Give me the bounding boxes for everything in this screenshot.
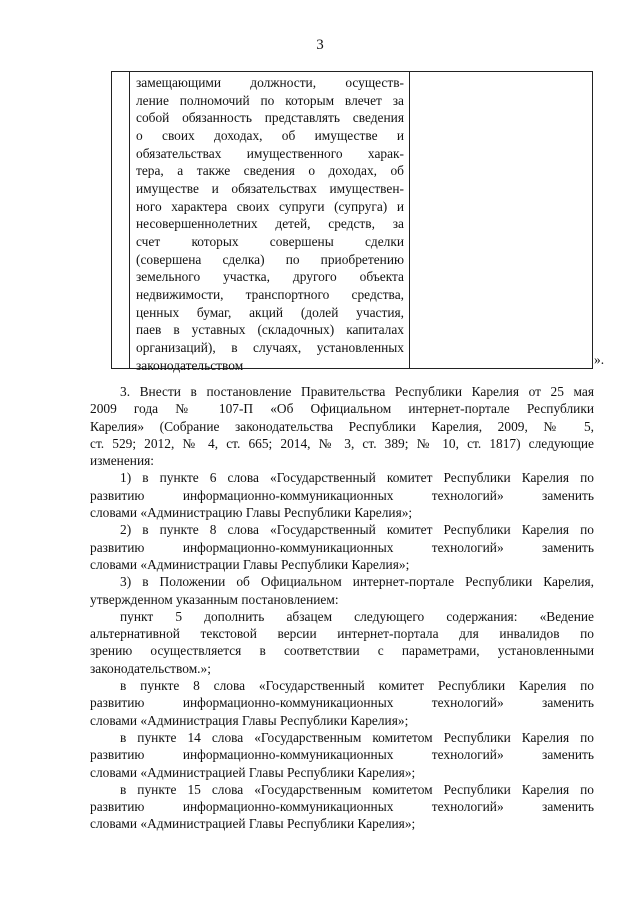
body-text (90, 383, 594, 833)
paragraph-line: в пункте 14 слова «Государственным комитетом Республики Карелия по (120, 729, 594, 745)
table-cell-line: ного характера своих супруги (супруга) и (136, 198, 404, 214)
paragraph-line: 2) в пункте 8 слова «Государственный комитет Республики Карелия по (120, 522, 594, 538)
paragraph-line: 2009 года № 107-П «Об Официальном интернет-портале Республики (90, 401, 594, 417)
table-cell-line: паев в уставных (складочных) капиталах (136, 322, 404, 338)
table-cell-line: о своих доходах, об имуществе и (136, 127, 404, 143)
table-cell-line: земельного участка, другого объекта (136, 269, 404, 285)
paragraph-line: развитию информационно-коммуникационных технологий» заменить (90, 695, 594, 711)
paragraph-line: словами «Администрацией Главы Республики Карелия»; (90, 816, 416, 832)
paragraph-line: изменения: (90, 453, 155, 469)
paragraph-line: пункт 5 дополнить абзацем следующего содержания: «Ведение (120, 608, 594, 624)
table-cell-line: несовершеннолетних детей, средств, за (136, 216, 404, 232)
table-cell-line: организаций), в случаях, установленных (136, 339, 404, 355)
table-column-divider (129, 72, 130, 368)
paragraph-line: в пункте 15 слова «Государственным комитетом Республики Карелия по (120, 781, 594, 797)
paragraph-line: словами «Администрации Главы Республики Карелия»; (90, 556, 410, 572)
paragraph-line: развитию информационно-коммуникационных технологий» заменить (90, 487, 594, 503)
paragraph-line: 1) в пункте 6 слова «Государственный комитет Республики Карелия по (120, 470, 594, 486)
paragraph-line: Карелия» (Собрание законодательства Республики Карелия, 2009, № 5, (90, 418, 594, 434)
table-cell-line: тера, а также сведения о доходах, об (136, 163, 404, 179)
table-cell-line: законодательством (136, 357, 244, 373)
table-cell-line: ление полномочий по которым влечет за (136, 92, 404, 108)
table-cell-line: собой обязанность представлять сведения (136, 110, 404, 126)
paragraph-line: законодательством.»; (90, 660, 211, 676)
paragraph-line: утвержденном указанным постановлением: (90, 591, 339, 607)
paragraph-line: 3. Внести в постановление Правительства Республики Карелия от 25 мая (120, 384, 594, 399)
paragraph-line: развитию информационно-коммуникационных технологий» заменить (90, 747, 594, 763)
paragraph-line: словами «Администрация Главы Республики Карелия»; (90, 712, 409, 728)
table-cell-line: ценных бумаг, акций (долей участия, (136, 304, 404, 320)
paragraph-line: 3) в Положении об Официальном интернет-портале Республики Карелия, (120, 574, 594, 590)
paragraph-line: развитию информационно-коммуникационных технологий» заменить (90, 539, 594, 555)
closing-quote: ». (594, 352, 605, 367)
table-cell-line: (совершена сделка) по приобретению (136, 251, 404, 267)
table-cell-line: счет которых совершены сделки (136, 233, 404, 249)
table-cell-line: обязательствах имущественного харак- (136, 145, 404, 161)
paragraph-line: ст. 529; 2012, № 4, ст. 665; 2014, № 3, ст. 389; № 10, ст. 1817) следующие (90, 435, 594, 451)
paragraph-line: развитию информационно-коммуникационных технологий» заменить (90, 799, 594, 815)
paragraph-line: в пункте 8 слова «Государственный комитет Республики Карелия по (120, 678, 594, 694)
paragraph-line: словами «Администрацией Главы Республики Карелия»; (90, 764, 416, 780)
table-cell-text (136, 74, 404, 374)
table-cell-line: недвижимости, транспортного средства, (136, 286, 404, 302)
paragraph-line: альтернативной текстовой версии интернет-портала для инвалидов по (90, 626, 594, 642)
paragraph-line: словами «Администрацию Главы Республики Карелия»; (90, 505, 413, 521)
table-cell-line: имуществе и обязательствах имуществен- (136, 180, 404, 196)
table-cell-line: замещающими должности, осуществ- (136, 75, 404, 90)
table-fragment (111, 71, 593, 373)
table-column-divider (409, 72, 410, 368)
paragraph-line: зрению осуществляется в соответствии с параметрами, установленными (90, 643, 594, 659)
page-number: 3 (316, 37, 324, 53)
